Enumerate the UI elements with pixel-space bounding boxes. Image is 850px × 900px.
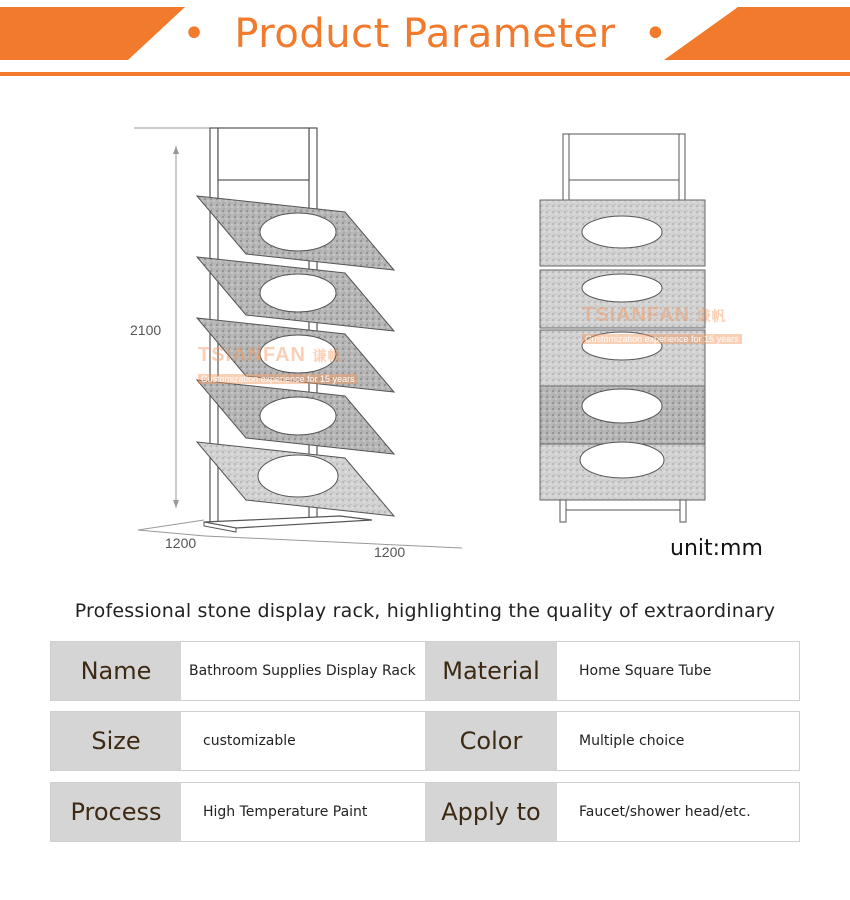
param-label-color: Color [425,712,557,770]
watermark-tagline: Customization experience for 15 years [582,334,742,344]
page-title [0,11,850,57]
watermark-tagline: Customization experience for 15 years [198,374,358,384]
title-text: Product Parameter [234,11,616,57]
dimension-width-label: 1200 [374,544,406,560]
param-label-process: Process [51,783,181,841]
param-label-size: Size [51,712,181,770]
watermark-brand: TSIANFAN [198,344,306,366]
watermark-brand: TSIANFAN [582,304,690,326]
table-row [50,782,800,842]
param-label-name: Name [51,642,181,700]
watermark-left [198,344,358,386]
dimension-height-label: 2100 [130,322,162,338]
watermark-right [582,304,742,346]
param-label-material: Material [425,642,557,700]
header-underline [0,72,850,76]
rack-perspective-view [134,128,462,548]
dimension-depth-label: 1200 [165,535,197,551]
title-bullet-left: • [182,11,207,57]
watermark-brand-cn: 谦帆 [312,348,343,364]
param-value-size: customizable [203,733,296,749]
param-value-color: Multiple choice [579,733,685,749]
unit-label: unit:mm [670,536,763,561]
product-subtitle: Professional stone display rack, highlighting the quality of extraordinary [74,600,776,622]
table-row [50,641,800,701]
param-value-process: High Temperature Paint [203,804,368,820]
param-value-material: Home Square Tube [579,663,712,679]
param-label-apply-to: Apply to [425,783,557,841]
param-value-name: Bathroom Supplies Display Rack [189,663,416,679]
product-drawing [0,90,850,580]
table-row [50,711,800,771]
header-banner [0,0,850,80]
watermark-brand-cn: 谦帆 [696,308,727,324]
param-value-apply-to: Faucet/shower head/etc. [579,804,751,820]
title-bullet-right: • [643,11,668,57]
